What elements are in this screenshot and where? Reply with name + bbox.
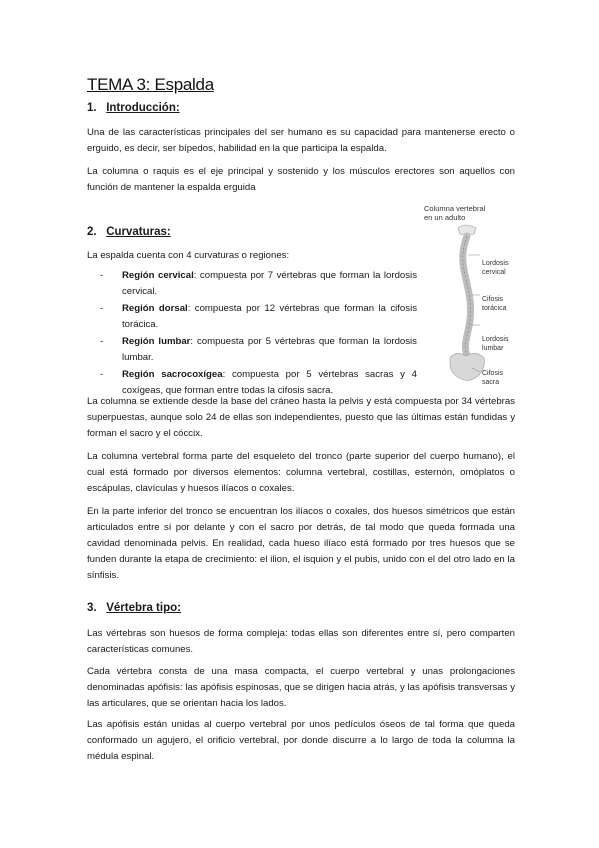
paragraph: Una de las características principales del ser humano es su capacidad para mantenerse erecto o erguido, es decir, ser bípedos, habilidad en la que participa la espalda. [87, 127, 515, 154]
section-number: 2. [87, 226, 97, 238]
list-item-term: Región dorsal [122, 303, 188, 314]
list-item-term: Región cervical [122, 270, 194, 281]
list-item-text: : compuesta por 12 vértebras que forman la cifosis torácica. [122, 303, 417, 330]
section-title: Vértebra tipo: [106, 602, 181, 614]
figure-label-toracica: Cifosis torácica [482, 296, 507, 312]
figure-label-lumbar: Lordosis lumbar [482, 336, 509, 352]
paragraph: La columna se extiende desde la base del cráneo hasta la pelvis y está compuesta por 34 vértebras superpuestas, aunque solo 24 de ellas son independientes, puesto que las últimas están fundidas y forman el sacro y el cóccix. [87, 396, 515, 439]
section-heading-vertebra [87, 602, 181, 614]
paragraph: Las vértebras son huesos de forma compleja: todas ellas son diferentes entre sí, pero comparten características comunes. [87, 628, 515, 655]
paragraph: Las apófisis están unidas al cuerpo vertebral por unos pedículos óseos de tal forma que queda conformado un agujero, el orificio vertebral, por donde discurre a lo largo de toda la columna la médula espinal. [87, 719, 515, 762]
list-item: - Región cervical: compuesta por 7 vértebras que forman la lordosis cervical. [100, 270, 417, 297]
section-title: Curvaturas: [106, 226, 171, 238]
list-item-term: Región sacrocoxígea [122, 369, 223, 380]
list-item-text: : compuesta por 7 vértebras que forman la lordosis cervical. [122, 270, 417, 297]
section-title: Introducción: [106, 102, 180, 114]
paragraph: La columna vertebral forma parte del esqueleto del tronco (parte superior del cuerpo humano), el cual está formado por diversos elementos: columna vertebral, costillas, esternón, omóplatos o escápulas, clavículas y huesos ilíacos o coxales. [87, 451, 515, 494]
curvature-list [100, 268, 417, 400]
section-number: 3. [87, 602, 97, 614]
page-title: TEMA 3: Espalda [87, 75, 214, 94]
paragraph: La columna o raquis es el eje principal y sostenido y los músculos erectores son aquellos con función de mantener la espalda erguida [87, 166, 515, 193]
list-item: - Región lumbar: compuesta por 5 vértebras que forman la lordosis lumbar. [100, 336, 417, 363]
spine-illustration [420, 200, 520, 390]
list-item-term: Región lumbar [122, 336, 191, 347]
list-item: - Región dorsal: compuesta por 12 vértebras que forman la cifosis torácica. [100, 303, 417, 330]
list-item-text: : compuesta por 5 vértebras que forman la lordosis lumbar. [122, 336, 417, 363]
section-number: 1. [87, 102, 97, 114]
section-heading-curvaturas [87, 226, 171, 238]
figure-label-cervical: Lordosis cervical [482, 260, 509, 276]
paragraph: Cada vértebra consta de una masa compacta, el cuerpo vertebral y unas prolongaciones denominadas apófisis: las apófisis espinosas, que se dirigen hacia atrás, y las apófisis transversas y las articulares, que se orientan hacia los lados. [87, 666, 515, 709]
section-heading-intro [87, 102, 180, 114]
spine-figure [420, 200, 520, 390]
list-item: - Región sacrocoxígea: compuesta por 5 vértebras sacras y 4 coxígeas, que forman entre todas la cifosis sacra. [100, 369, 417, 396]
figure-label-sacra: Cifosis sacra [482, 370, 504, 386]
paragraph: La espalda cuenta con 4 curvaturas o regiones: [87, 250, 290, 261]
figure-title: Columna vertebral en un adulto [424, 204, 486, 222]
list-item-text: : compuesta por 5 vértebras sacras y 4 coxígeas, que forman entre todas la cifosis sacra. [122, 369, 417, 396]
paragraph: En la parte inferior del tronco se encuentran los ilíacos o coxales, dos huesos simétricos que están articulados entre sí por delante y con el sacro por detrás, de tal modo que queda formada una cavidad denominada pelvis. En realidad, cada hueso ilíaco está formado por tres huesos que se funden durante la etapa de crecimiento: el ilion, el isquion y el pubis, unido con el del otro lado en la sínfisis. [87, 506, 515, 581]
